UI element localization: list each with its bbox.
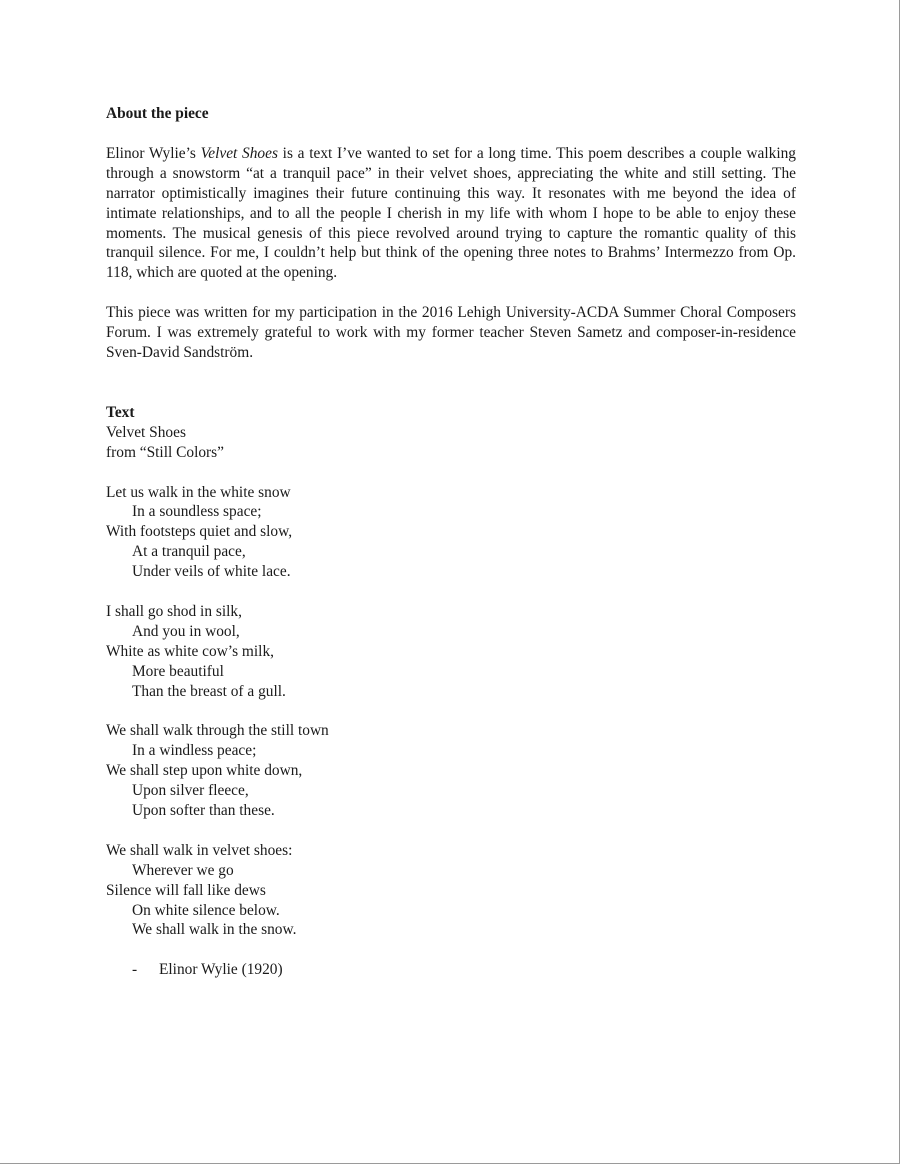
- poem-attribution: [106, 960, 796, 980]
- poem-line: At a tranquil pace,: [132, 543, 246, 561]
- about-paragraph-1: [106, 144, 796, 283]
- poem-line: Upon silver fleece,: [132, 782, 249, 800]
- poem-line: Wherever we go: [132, 861, 234, 879]
- poem-line: We shall walk through the still town: [106, 722, 329, 740]
- poem-line: More beautiful: [132, 662, 224, 680]
- poem-line: We shall walk in the snow.: [132, 921, 297, 939]
- poem-line: Silence will fall like dews: [106, 881, 266, 899]
- about-paragraph-2: This piece was written for my participation in the 2016 Lehigh University-ACDA Summer Choral Composers Forum. I was extremely grateful to work with my former teacher Steven Sametz and composer-in-residence Sven-David Sandström.: [106, 304, 796, 362]
- poem-line: On white silence below.: [132, 901, 280, 919]
- poem-line: We shall walk in velvet shoes:: [106, 841, 293, 859]
- text-heading: Text: [106, 403, 135, 421]
- poem-stanza-2: [106, 602, 796, 702]
- poem-line: I shall go shod in silk,: [106, 603, 242, 620]
- poem-line: We shall step upon white down,: [106, 762, 303, 780]
- about-paragraph-1-rest: is a text I’ve wanted to set for a long time. This poem describes a couple walking through a snowstorm “at a tranquil pace” in their velvet shoes, appreciating the white and still setting. The narrator optimistically imagines their future continuing this way. It resonates with me beyond the idea of intimate relationships, and to all the people I cherish in my life with whom I hope to be able to enjoy these moments. The musical genesis of this piece revolved around trying to capture the romantic quality of this tranquil silence. For me, I couldn’t help but think of the opening three notes to Brahms’ Intermezzo from Op. 118, which are quoted at the opening.: [106, 144, 796, 282]
- poem-line: White as white cow’s milk,: [106, 642, 274, 660]
- poem-line: And you in wool,: [132, 622, 240, 640]
- page-content: [106, 104, 796, 980]
- poem-line: Under veils of white lace.: [132, 563, 291, 581]
- poem-line: Upon softer than these.: [132, 802, 275, 820]
- attribution-dash: -: [132, 961, 138, 979]
- poem-stanza-3: [106, 721, 796, 821]
- about-heading: About the piece: [106, 105, 209, 122]
- poem-line: Let us walk in the white snow: [106, 483, 291, 501]
- poem-source: from “Still Colors”: [106, 443, 224, 461]
- poem-stanza-4: [106, 841, 796, 941]
- poem-title-italic: Velvet Shoes: [200, 144, 278, 162]
- poem-title: Velvet Shoes: [106, 423, 186, 441]
- poem-line: With footsteps quiet and slow,: [106, 523, 293, 541]
- poem-line: In a soundless space;: [132, 503, 262, 521]
- poem-line: In a windless peace;: [132, 742, 257, 760]
- about-paragraph-1-start: Elinor Wylie’s: [106, 144, 201, 162]
- poem-line: Than the breast of a gull.: [132, 682, 286, 700]
- attribution-author: Elinor Wylie (1920): [159, 961, 283, 979]
- poem-stanza-1: [106, 483, 796, 583]
